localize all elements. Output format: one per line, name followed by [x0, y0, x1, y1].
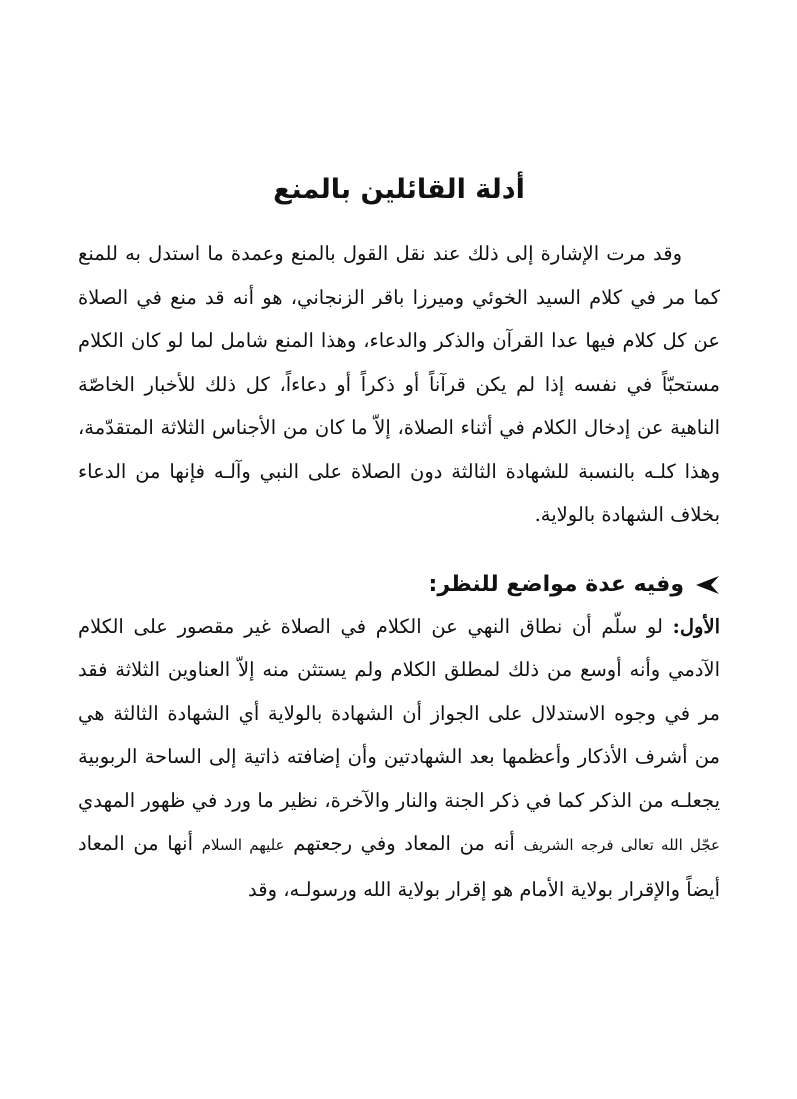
document-page [78, 170, 720, 911]
honorific-mahdi: عجّل الله تعالى فرجه الشريف [523, 836, 721, 854]
paragraph-point-one [78, 605, 720, 912]
point-text-part-c: أنها من المعاد أيضاً والإقرار بولاية الأمام هو إقرار بولاية الله ورسولـه، وقد [78, 832, 720, 901]
page-title: أدلة القائلين بالمنع [273, 174, 525, 205]
point-text-part-b: أنه من المعاد وفي رجعتهم [284, 832, 524, 855]
honorific-imams: عليهم السلام [201, 836, 285, 854]
section-heading-text: وفيه عدة مواضع للنظر: [428, 571, 684, 597]
arrow-left-icon [694, 574, 720, 596]
section-heading [78, 567, 720, 603]
paragraph-intro: وقد مرت الإشارة إلى ذلك عند نقل القول بالمنع وعمدة ما استدل به للمنع كما مر في كلام السيد الخوئي وميرزا باقر الزنجاني، هو أنه قد منع في الصلاة عن كل كلام فيها عدا القرآن والذكر والدعاء، وهذا المنع شامل لما لو كان الكلام مستحبّاً في نفسه إذا لم يكن قرآناً أو ذكراً أو دعاءاً، كل ذلك للأخبار الخاصّة الناهية عن إدخال الكلام في أثناء الصلاة، إلاّ ما كان من الأجناس الثلاثة المتقدّمة، وهذا كلـه بالنسبة للشهادة الثالثة دون الصلاة على النبي وآلـه فإنها من الدعاء بخلاف الشهادة بالولاية. [78, 242, 720, 526]
point-text-part-a: لو سلّم أن نطاق النهي عن الكلام في الصلاة غير مقصور على الكلام الآدمي وأنه أوسع من ذلك لمطلق الكلام ولم يستثن منه إلاّ العناوين الثلاثة فقد مر في وجوه الاستدلال على الجواز أن الشهادة بالولاية أي الشهادة الثالثة هي من أشرف الأذكار وأعظمها بعد الشهادتين وأن إضافته ذاتية إلى الساحة الربوبية يجعلـه من الذكر كما في ذكر الجنة والنار والآخرة، نظير ما ورد في ظهور المهدي [78, 614, 720, 812]
point-label: الأول: [672, 614, 720, 638]
